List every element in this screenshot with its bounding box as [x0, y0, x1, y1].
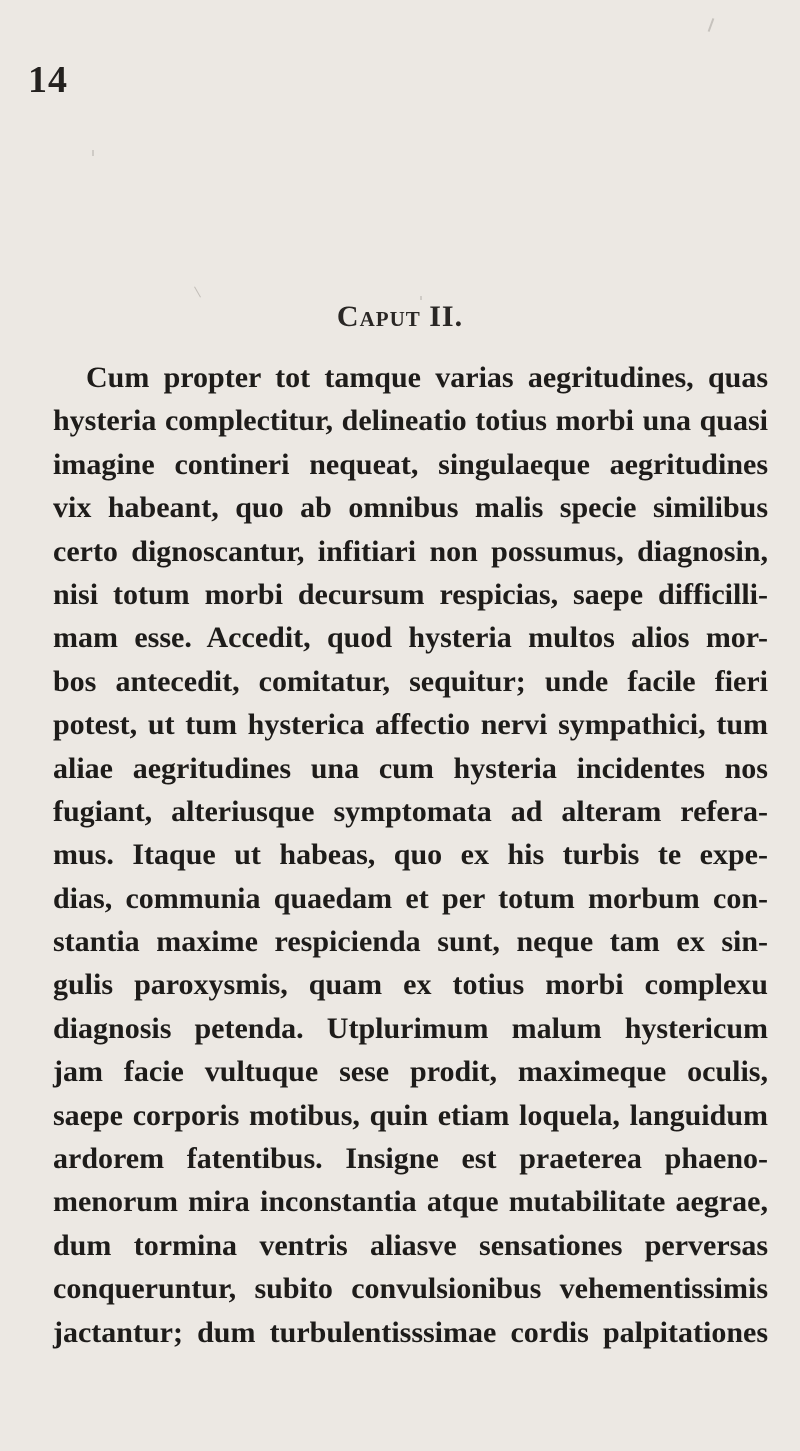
text-line: diagnosis petenda. Utplurimum malum hystericum	[53, 1011, 768, 1045]
text-line: potest, ut tum hysterica affectio nervi sympathici, tum	[53, 708, 768, 742]
text-line: menorum mira inconstantia atque mutabilitate aegrae,	[53, 1185, 768, 1219]
text-line: imagine contineri nequeat, singulaeque aegritudines	[53, 447, 768, 481]
scan-speck	[708, 18, 715, 32]
text-line: jactantur; dum turbulentisssimae cordis palpitationes	[53, 1315, 768, 1349]
page-number: 14	[28, 59, 68, 101]
scan-speck	[92, 150, 94, 156]
body-text	[53, 356, 768, 1354]
text-line: mus. Itaque ut habeas, quo ex his turbis te expe-	[53, 838, 768, 872]
text-line: jam facie vultuque sese prodit, maximeque oculis,	[53, 1055, 768, 1089]
text-line: bos antecedit, comitatur, sequitur; unde facile fieri	[53, 664, 768, 698]
text-line: hysteria complectitur, delineatio totius morbi una quasi	[53, 404, 768, 438]
text-line: conqueruntur, subito convulsionibus vehementissimis	[53, 1272, 768, 1306]
text-line: ardorem fatentibus. Insigne est praeterea phaeno-	[53, 1142, 768, 1176]
text-line: vix habeant, quo ab omnibus malis specie similibus	[53, 491, 768, 525]
text-line: Cum propter tot tamque varias aegritudines, quas	[86, 361, 768, 394]
text-line: dum tormina ventris aliasve sensationes perversas	[53, 1228, 768, 1262]
text-line: fugiant, alteriusque symptomata ad alteram refera-	[53, 794, 768, 828]
scan-speck	[194, 287, 201, 298]
chapter-heading: Caput II.	[336, 300, 464, 333]
text-line: saepe corporis motibus, quin etiam loquela, languidum	[53, 1098, 768, 1132]
text-line: gulis paroxysmis, quam ex totius morbi complexu	[53, 968, 768, 1002]
text-line: nisi totum morbi decursum respicias, saepe difficilli-	[53, 577, 768, 611]
text-line: dias, communia quaedam et per totum morbum con-	[53, 881, 768, 915]
text-line: certo dignoscantur, infitiari non possumus, diagnosin,	[53, 534, 768, 568]
text-line: stantia maxime respicienda sunt, neque tam ex sin-	[53, 925, 768, 959]
text-line: mam esse. Accedit, quod hysteria multos alios mor-	[53, 621, 768, 655]
text-line: aliae aegritudines una cum hysteria incidentes nos	[53, 751, 768, 785]
